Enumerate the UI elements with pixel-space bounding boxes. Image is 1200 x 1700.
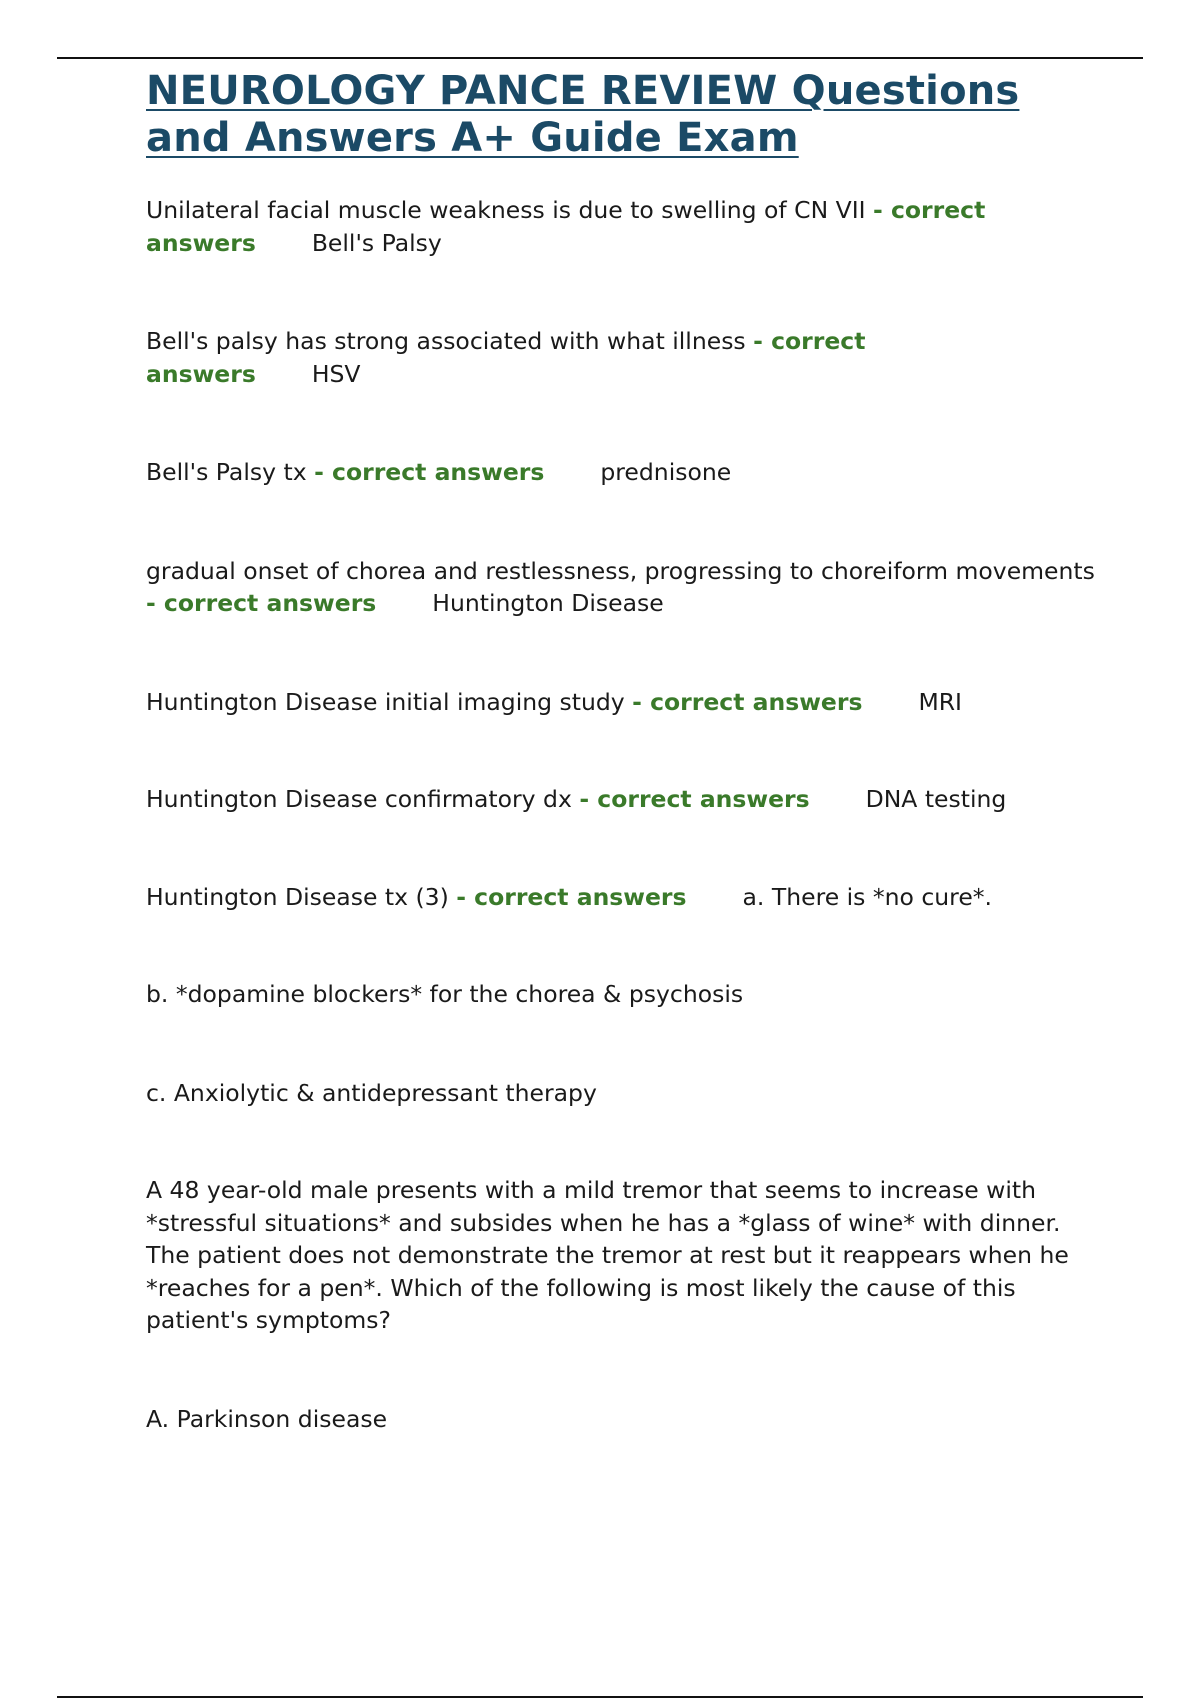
answer-marker: answers xyxy=(146,228,256,257)
document-body xyxy=(146,68,1106,1435)
answer-marker: - correct answers xyxy=(146,589,377,617)
answer-marker: answers xyxy=(146,359,256,388)
qa-item-4 xyxy=(146,555,1106,620)
answer-marker: - correct xyxy=(873,196,986,224)
answer-text: HSV xyxy=(311,359,361,388)
title-line-1: NEUROLOGY PANCE REVIEW Questions xyxy=(146,68,1020,114)
document-title xyxy=(146,68,1106,162)
answer-text: prednisone xyxy=(600,458,732,486)
question-text: Huntington Disease tx (3) xyxy=(146,882,449,911)
answer-marker: - correct answers xyxy=(579,785,810,813)
answer-text: Huntington Disease xyxy=(432,589,664,617)
qa-item-1 xyxy=(146,194,1106,259)
answer-marker: - correct xyxy=(753,327,866,355)
option-a: A. Parkinson disease xyxy=(146,1404,388,1433)
answer-marker: - correct answers xyxy=(632,687,863,716)
case-question: A 48 year-old male presents with a mild tremor that seems to increase with *stressful situations* and subsides when he has a *glass of wine* with dinner. The patient does not demonstrate the tremor at rest but it reappears when he *reaches for a pen*. Which of the following is most likely the cause of this patient's symptoms? xyxy=(146,1176,1069,1334)
question-text: Huntington Disease confirmatory dx xyxy=(146,785,572,813)
answer-line-b: b. *dopamine blockers* for the chorea & psychosis xyxy=(146,980,744,1008)
answer-text: Bell's Palsy xyxy=(311,228,442,257)
question-text: Unilateral facial muscle weakness is due to swelling of CN VII xyxy=(146,196,866,224)
question-text: gradual onset of chorea and restlessness, progressing to choreiform movements xyxy=(146,556,1095,585)
top-rule xyxy=(57,57,1143,59)
question-text: Bell's palsy has strong associated with what illness xyxy=(146,327,746,355)
question-text: Huntington Disease initial imaging study xyxy=(146,687,625,716)
answer-text: a. There is *no cure*. xyxy=(742,882,993,911)
answer-line-c: c. Anxiolytic & antidepressant therapy xyxy=(146,1078,597,1107)
bottom-rule xyxy=(57,1696,1143,1698)
qa-item-5 xyxy=(146,686,1106,719)
question-text: Bell's Palsy tx xyxy=(146,458,307,486)
answer-text: DNA testing xyxy=(865,785,1007,813)
answer-marker: - correct answers xyxy=(314,458,545,486)
qa-item-2 xyxy=(146,325,1106,390)
answer-marker: - correct answers xyxy=(456,882,687,911)
title-line-2: and Answers A+ Guide Exam xyxy=(146,115,799,161)
answer-text: MRI xyxy=(918,687,962,716)
qa-item-7 xyxy=(146,881,1106,914)
qa-item-6 xyxy=(146,783,1106,816)
qa-item-3 xyxy=(146,456,1106,489)
